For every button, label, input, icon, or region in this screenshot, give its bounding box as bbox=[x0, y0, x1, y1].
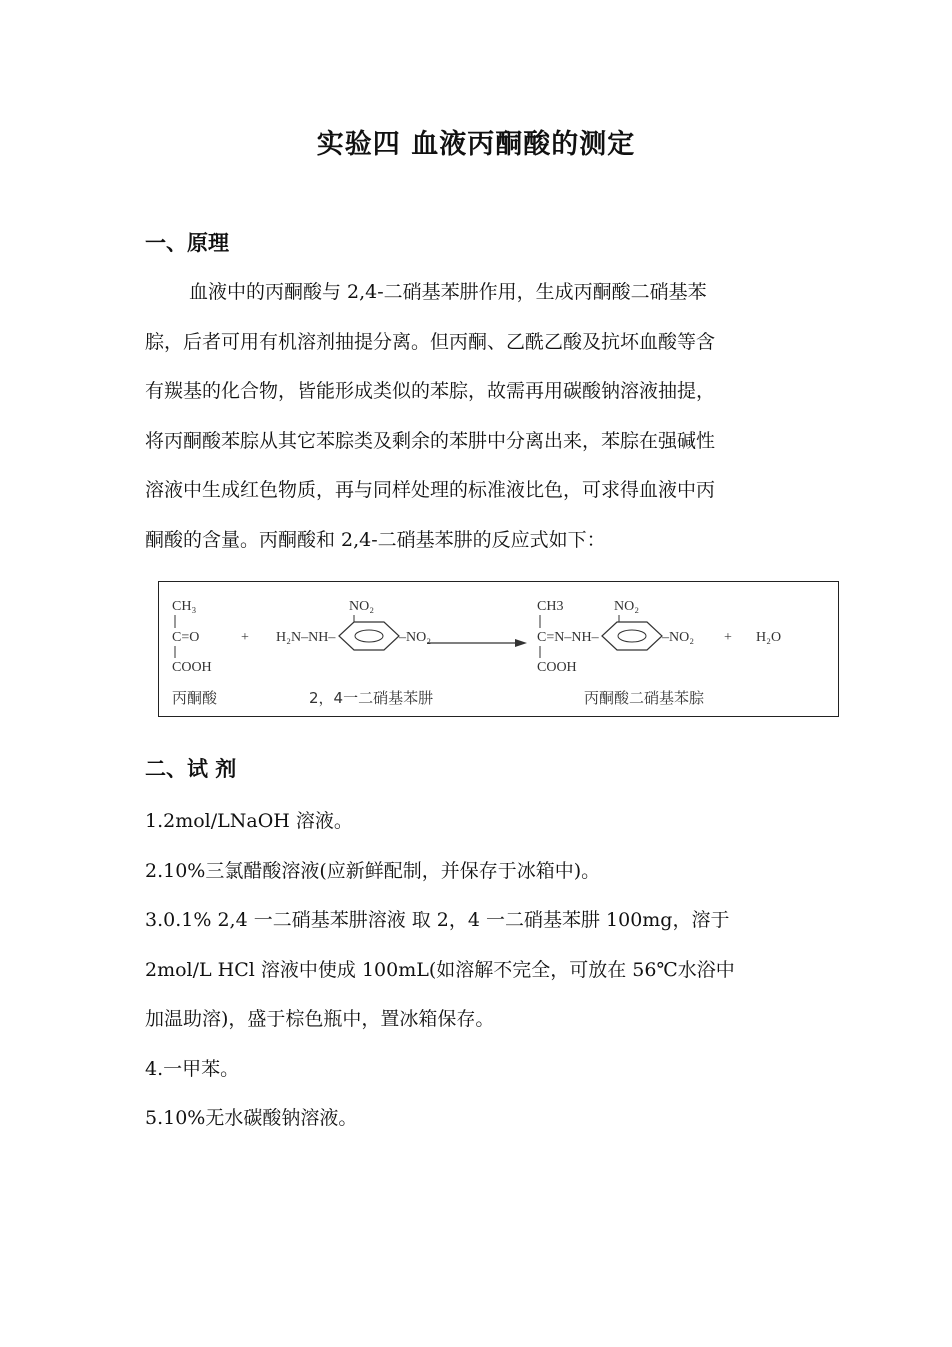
section-heading-reagents: 二、试 剂 bbox=[145, 756, 237, 781]
product-no2-right: –NO₂ bbox=[662, 630, 695, 645]
reaction-arrow-head bbox=[515, 639, 527, 647]
list-item bbox=[145, 797, 813, 847]
paragraph-line: 血液中的丙酮酸与 2,4-二硝基苯肼作用，生成丙酮酸二硝基苯 bbox=[189, 281, 707, 303]
plus-sign-2: + bbox=[724, 630, 732, 645]
product-no2-top: NO₂ bbox=[614, 599, 640, 614]
plus-sign-1: + bbox=[241, 630, 249, 645]
reagent-text: 1.2mol/LNaOH 溶液。 bbox=[145, 810, 353, 832]
reactant1-ch3: CH₃ bbox=[172, 599, 197, 614]
reactant1-co: C=O bbox=[172, 630, 200, 645]
reagent-text: 5.10%无水碳酸钠溶液。 bbox=[145, 1107, 358, 1129]
principle-paragraph bbox=[145, 268, 810, 565]
list-item bbox=[145, 847, 813, 897]
benzene-ring-2 bbox=[602, 622, 662, 650]
reactant2-hydrazine: H₂N–NH– bbox=[276, 630, 336, 645]
paragraph-line: 有羰基的化合物，皆能形成类似的苯腙，故需再用碳酸钠溶液抽提， bbox=[145, 380, 716, 402]
reaction-equation-figure bbox=[158, 581, 839, 717]
product-cn: C=N–NH– bbox=[537, 630, 599, 645]
reactant1-label: 丙酮酸 bbox=[172, 689, 218, 707]
benzene-ring-inner-2 bbox=[618, 630, 646, 642]
reagent-text-cont: 加温助溶)，盛于棕色瓶中，置冰箱保存。 bbox=[145, 1008, 495, 1030]
product-cooh: COOH bbox=[537, 660, 577, 675]
list-item bbox=[145, 1094, 813, 1144]
reactant2-no2-top: NO₂ bbox=[349, 599, 375, 614]
list-item bbox=[145, 896, 813, 1045]
paragraph-line: 腙，后者可用有机溶剂抽提分离。但丙酮、乙酰乙酸及抗坏血酸等含 bbox=[145, 330, 716, 353]
water: H₂O bbox=[756, 630, 782, 645]
reactant2-label: 2，4一二硝基苯肼 bbox=[309, 689, 434, 707]
reactant1-cooh: COOH bbox=[172, 660, 212, 675]
product-ch3: CH3 bbox=[537, 599, 564, 614]
list-item bbox=[145, 1045, 813, 1095]
reagent-text-cont: 2mol/L HCl 溶液中使成 100mL(如溶解不完全，可放在 56℃水浴中 bbox=[145, 958, 735, 981]
reagent-text: 2.10%三氯醋酸溶液(应新鲜配制，并保存于冰箱中)。 bbox=[145, 859, 601, 882]
paragraph-line: 将丙酮酸苯腙从其它苯腙类及剩余的苯肼中分离出来，苯腙在强碱性 bbox=[145, 429, 716, 452]
section-heading-principle: 一、原理 bbox=[145, 230, 229, 255]
reactant2-no2-right: –NO₂ bbox=[399, 630, 432, 645]
reagent-text: 3.0.1% 2,4 一二硝基苯肼溶液 取 2，4 一二硝基苯肼 100mg，溶于 bbox=[145, 909, 730, 931]
page-title: 实验四 血液丙酮酸的测定 bbox=[316, 129, 636, 160]
reagent-text: 4.一甲苯。 bbox=[145, 1057, 240, 1080]
paragraph-line: 溶液中生成红色物质，再与同样处理的标准液比色，可求得血液中丙 bbox=[145, 479, 716, 501]
benzene-ring-inner-1 bbox=[355, 630, 383, 642]
reagent-list bbox=[145, 797, 813, 1144]
product-label: 丙酮酸二硝基苯腙 bbox=[584, 689, 705, 707]
paragraph-line: 酮酸的含量。丙酮酸和 2,4-二硝基苯肼的反应式如下： bbox=[145, 528, 606, 551]
reaction-equation-svg bbox=[159, 582, 840, 718]
benzene-ring-1 bbox=[339, 622, 399, 650]
